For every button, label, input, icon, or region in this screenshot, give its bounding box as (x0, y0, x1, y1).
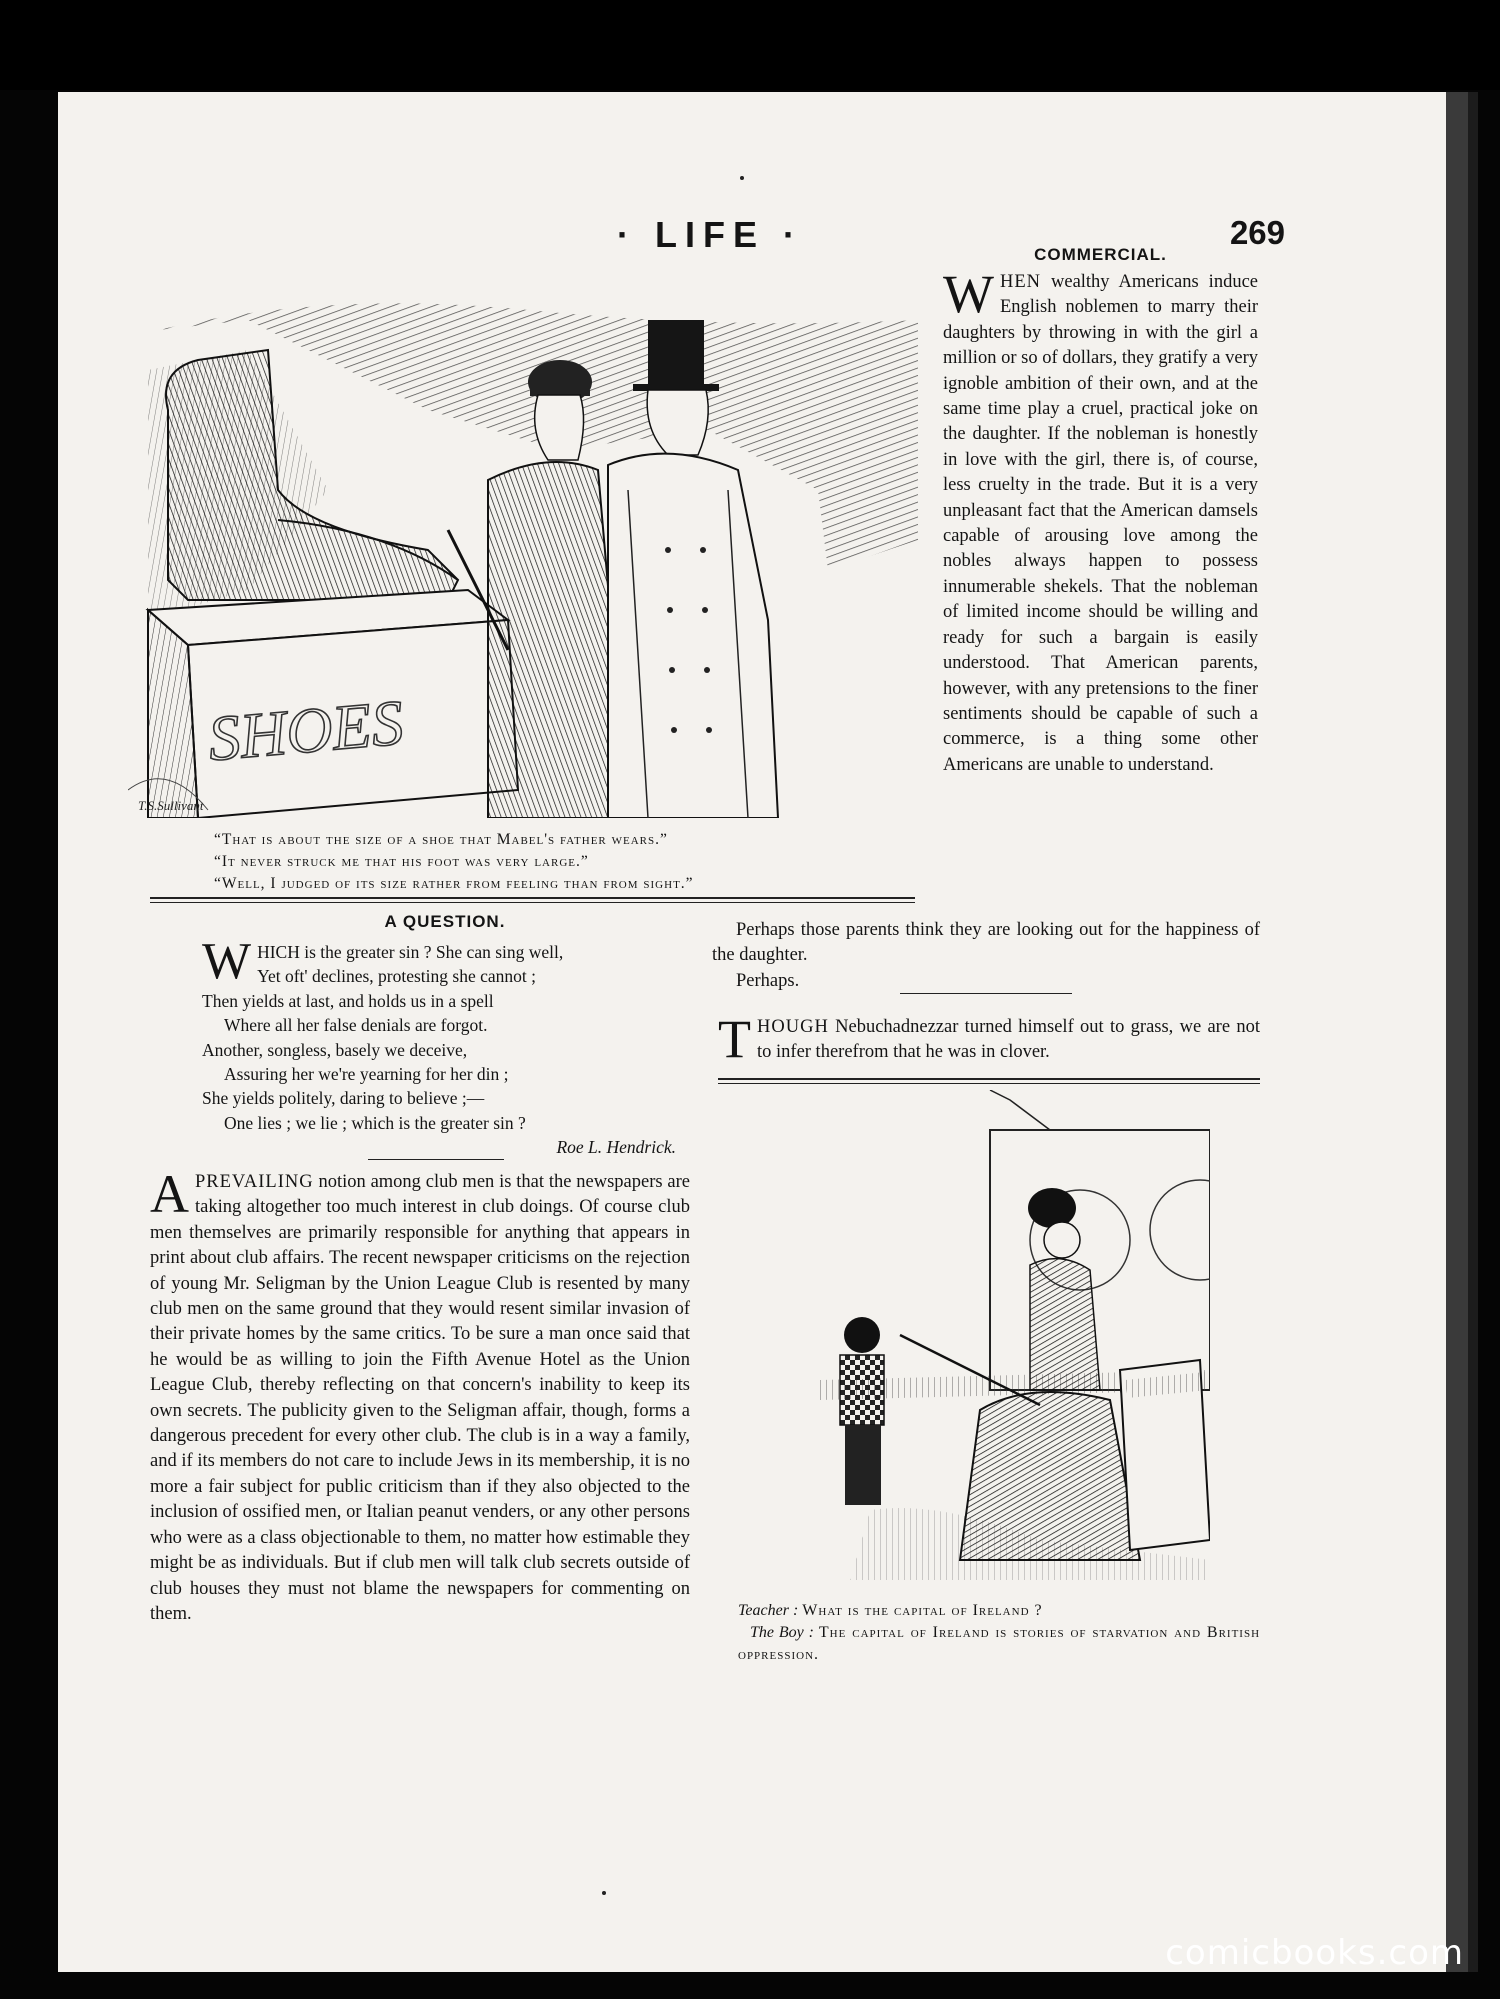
poem-line: Another, songless, basely we deceive, (202, 1039, 468, 1060)
closing-paragraph: Perhaps. (736, 970, 800, 991)
shoe-shop-illustration (128, 290, 918, 818)
shoe-cartoon-caption (214, 829, 934, 895)
dropcap: W (202, 933, 252, 990)
lead-word: HEN (999, 272, 1041, 292)
club-article (150, 1164, 691, 1627)
dropcap: T (718, 1009, 751, 1069)
shoe-shop-drawing (128, 290, 918, 818)
speaker-label: The Boy : (750, 1624, 814, 1641)
short-rule (368, 1159, 504, 1160)
poem-line: Yet oft' declines, protesting she cannot ; (257, 966, 536, 987)
commercial-heading: COMMERCIAL. (1034, 245, 1167, 264)
artist-signature: T.S.Sullivant (138, 798, 204, 813)
lead-word: HOUGH (757, 1017, 829, 1037)
lead-word: PREVAILING (195, 1172, 314, 1192)
poem-author: Roe L. Hendrick. (556, 1137, 676, 1158)
double-rule (150, 897, 915, 903)
teacher-line (738, 1600, 1260, 1622)
poem-line: She yields politely, daring to believe ;— (202, 1088, 485, 1109)
dropcap: W (943, 264, 994, 324)
double-rule (718, 1078, 1260, 1084)
page-edge-dark (1468, 92, 1478, 1972)
poem-line: One lies ; we lie ; which is the greater sin ? (224, 1112, 526, 1133)
commercial-article (943, 264, 1258, 778)
scan-top-band (0, 0, 1500, 90)
speaker-line: What is the capital of Ireland ? (802, 1602, 1043, 1619)
speaker-line: The capital of Ireland is stories of starvation and British oppression. (738, 1624, 1261, 1663)
boy-line (738, 1622, 1260, 1666)
nebuchadnezzar-paragraph (718, 1009, 1260, 1069)
continuation-paragraph: Perhaps those parents think they are looking out for the happiness of the daughter. (712, 920, 1260, 966)
masthead-title: · LIFE · (617, 214, 803, 255)
classroom-caption (738, 1600, 1260, 1666)
dropcap: A (150, 1164, 189, 1224)
poem-line: Where all her false denials are forgot. (224, 1015, 488, 1036)
print-speck (740, 176, 744, 180)
short-rule (900, 993, 1072, 994)
article-body: notion among club men is that the newspapers are taking altogether too much interest in club doings. Of course club men themselves are primarily responsible for anything that appears in print about club affairs. The recent newspaper criticisms on the rejection of young Mr. Seligman by the Union League Club is resented by many club men on the same ground that they would resent similar invasion of their private homes by the same critics. To be sure a man once said that he would be as willing to join the Fifth Avenue Hotel as the Union League Club, thereby reflecting on that concern's inability to keep its own secrets. The publicity given to the Seligman affair, though, forms a dangerous precedent for every other club. The club is in a way a family, and if its members do not care to include Jews in its membership, it is no more a fair subject for public criticism than if they also objected to the inclusion of ossified men, or Italian peanut venders, or any other persons who were as a class objectionable to them, no matter how estimable they might be as individuals. But if club men will talk club secrets outside of club houses they must not blame the newspapers for commenting on them. (150, 1172, 691, 1624)
print-speck (602, 1891, 606, 1895)
shoes-sign-text: SHOES (205, 686, 407, 775)
page-edge-shadow (1446, 92, 1468, 1972)
question-heading: A QUESTION. (384, 912, 506, 931)
article-body: wealthy Americans induce English noblemen to marry their daughters by throwing in with the girl a million or so of dollars, they gratify a very ignoble ambition of their own, and at the same time play a cruel, practical joke on the daughter. If the nobleman is honestly in love with the girl, there is, of course, less cruelty in the trade. But it is a very unpleasant fact that the American damsels capable of arousing love among the nobles always happen to possess innumerable shekels. That the nobleman of limited income should be willing and ready for such a bargain is easily understood. That American parents, however, with any pretensions to the finer sentiments should be capable of such a commerce, is a thing some other Americans are unable to understand. (943, 272, 1258, 775)
caption-line: “It never struck me that his foot was very large.” (214, 853, 589, 870)
question-poem (202, 933, 692, 1160)
source-watermark: comicbooks.com (1165, 1933, 1464, 1973)
speaker-label: Teacher : (738, 1602, 799, 1619)
poem-line: Assuring her we're yearning for her din ; (224, 1064, 509, 1085)
poem-line: Then yields at last, and holds us in a spell (202, 990, 494, 1011)
poem-line: HICH is the greater sin ? She can sing well, (257, 942, 564, 962)
caption-line: “Well, I judged of its size rather from feeling than from sight.” (214, 875, 694, 892)
commercial-continuation (712, 918, 1260, 994)
classroom-illustration (790, 1090, 1210, 1580)
caption-line: “That is about the size of a shoe that Mabel's father wears.” (214, 831, 668, 848)
classroom-drawing (790, 1090, 1210, 1580)
paragraph-body: Nebuchadnezzar turned himself out to grass, we are not to infer therefrom that he was in clover. (757, 1017, 1260, 1063)
page-number: 269 (1229, 214, 1285, 251)
